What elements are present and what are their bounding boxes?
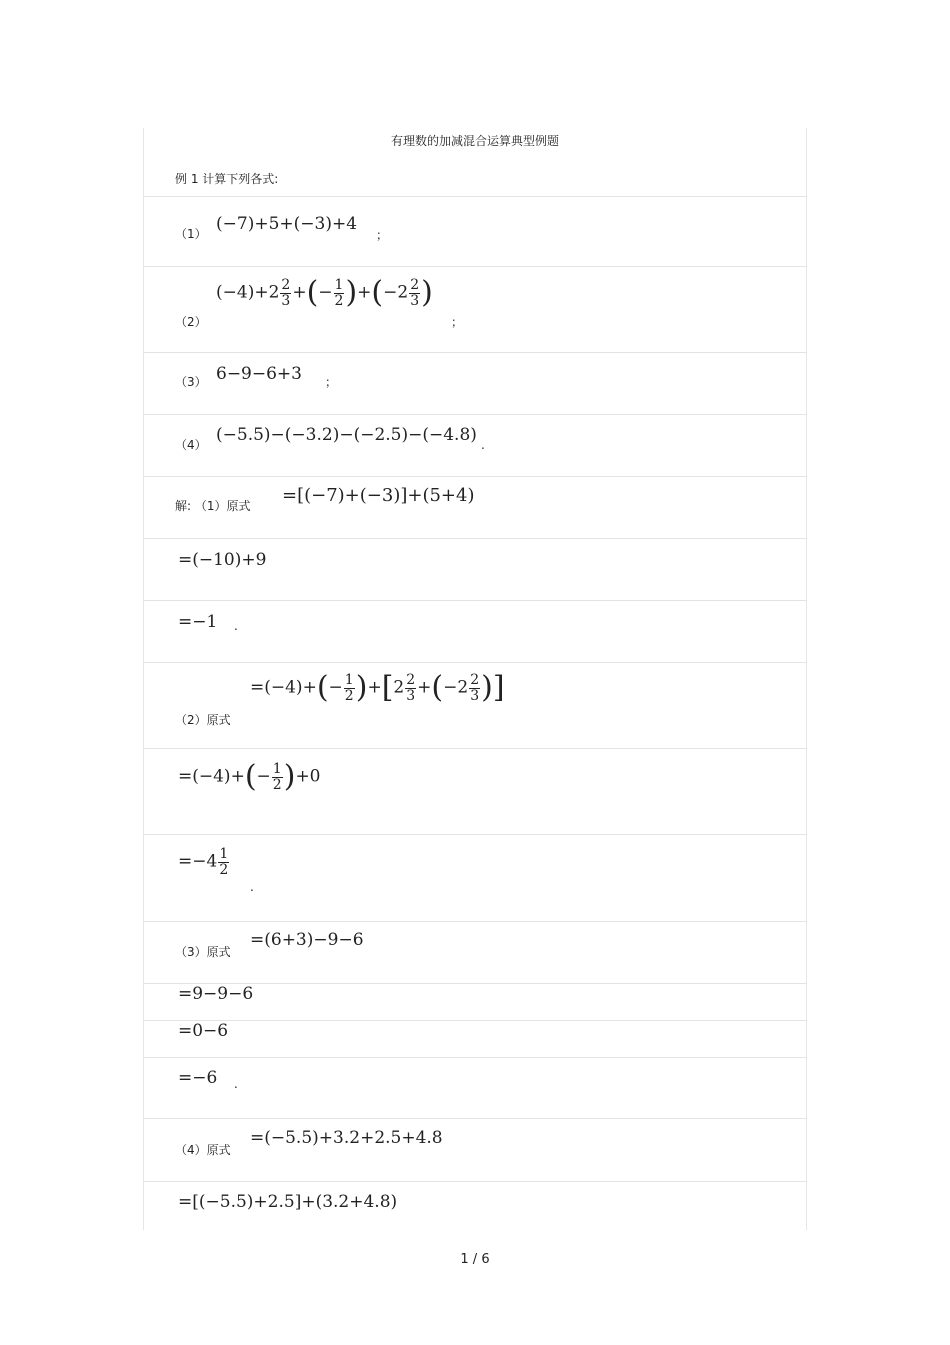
problem-3-label: （3）	[175, 375, 207, 389]
numerator: 2	[281, 277, 291, 293]
row-divider	[143, 1118, 807, 1119]
row-divider	[143, 538, 807, 539]
denominator: 2	[334, 292, 344, 309]
problem-2-punct: ；	[451, 315, 464, 329]
numerator: 2	[410, 277, 420, 293]
paren-open: (	[244, 759, 257, 795]
solution-3-punct: .	[234, 1077, 238, 1091]
solution-1-line-1: =[(−7)+(−3)]+(5+4)	[282, 485, 475, 506]
solution-1-line-3: =−1	[178, 612, 218, 632]
left-border	[143, 128, 144, 1230]
problem-1-expression: (−7)+5+(−3)+4	[216, 214, 358, 234]
paren-close: )	[283, 759, 296, 795]
expr-part: −	[256, 766, 271, 787]
paren-close: )	[421, 275, 433, 311]
numerator: 2	[406, 672, 416, 688]
row-divider	[143, 1057, 807, 1058]
solution-2-label: （2）原式	[175, 713, 231, 727]
problem-1-punct: ；	[376, 228, 389, 242]
expr-part: +	[367, 677, 382, 698]
example-header: 例 1 计算下列各式:	[175, 172, 279, 186]
paren-close: )	[481, 670, 493, 706]
row-divider	[143, 476, 807, 477]
solution-4-line-2: =[(−5.5)+2.5]+(3.2+4.8)	[178, 1192, 398, 1212]
problem-4-label: （4）	[175, 438, 207, 452]
paren-open: (	[306, 275, 319, 311]
denominator: 3	[281, 292, 291, 309]
document-title: 有理数的加减混合运算典型例题	[390, 134, 559, 148]
numerator: 2	[470, 672, 480, 688]
solution-3-line-3: =0−6	[178, 1021, 229, 1041]
solution-1-label: 解: （1）原式	[175, 499, 251, 513]
denominator: 2	[272, 776, 282, 793]
solution-2-line-1	[250, 670, 505, 706]
denominator: 2	[219, 861, 229, 878]
bracket-close: ]	[492, 670, 505, 706]
denominator: 3	[470, 687, 480, 704]
solution-3-line-2: =9−9−6	[178, 984, 254, 1004]
expr-part: =(−4)+	[178, 766, 245, 787]
expr-part: −2	[443, 677, 469, 698]
expr-part: =(−4)+	[250, 677, 317, 698]
problem-1-label: （1）	[175, 227, 207, 241]
numerator: 1	[344, 672, 354, 688]
solution-1-punct: .	[234, 619, 238, 633]
fraction	[280, 278, 291, 308]
expr-part: =−4	[178, 851, 218, 872]
problem-2-expression	[216, 275, 433, 311]
fraction	[272, 762, 283, 792]
numerator: 1	[334, 277, 344, 293]
fraction	[409, 278, 420, 308]
expr-part: 2	[393, 677, 405, 698]
expr-part: (−4)+2	[216, 282, 280, 303]
row-divider	[143, 352, 807, 353]
numerator: 1	[219, 846, 229, 862]
problem-3-expression: 6−9−6+3	[216, 364, 302, 384]
problem-4-punct: .	[481, 438, 485, 452]
expr-part: +	[417, 677, 432, 698]
fraction	[405, 673, 416, 703]
row-divider	[143, 266, 807, 267]
solution-2-line-2	[178, 759, 321, 795]
denominator: 3	[406, 687, 416, 704]
bracket-open: [	[381, 670, 394, 706]
paren-close: )	[355, 670, 368, 706]
row-divider	[143, 414, 807, 415]
row-divider	[143, 196, 807, 197]
expr-part: −2	[383, 282, 409, 303]
denominator: 3	[410, 292, 420, 309]
solution-4-line-1: =(−5.5)+3.2+2.5+4.8	[250, 1128, 443, 1148]
row-divider	[143, 662, 807, 663]
solution-2-punct: .	[250, 880, 254, 894]
expr-part: +	[292, 282, 307, 303]
problem-3-punct: ；	[325, 375, 338, 389]
fraction	[218, 847, 229, 877]
fraction	[344, 673, 355, 703]
solution-3-label: （3）原式	[175, 945, 231, 959]
row-divider	[143, 1181, 807, 1182]
expr-part: +0	[295, 766, 321, 787]
solution-4-label: （4）原式	[175, 1143, 231, 1157]
solution-3-line-4: =−6	[178, 1068, 218, 1088]
paren-open: (	[431, 670, 444, 706]
paren-close: )	[345, 275, 358, 311]
row-divider	[143, 600, 807, 601]
problem-4-expression: (−5.5)−(−3.2)−(−2.5)−(−4.8)	[216, 425, 477, 445]
numerator: 1	[272, 761, 282, 777]
expr-part: +	[357, 282, 372, 303]
fraction	[469, 673, 480, 703]
problem-2-label: （2）	[175, 315, 207, 329]
fraction	[334, 278, 345, 308]
expr-part: −	[328, 677, 343, 698]
row-divider	[143, 834, 807, 835]
row-divider	[143, 1020, 807, 1021]
page-number: 1 / 6	[460, 1252, 490, 1267]
denominator: 2	[344, 687, 354, 704]
solution-1-line-2: =(−10)+9	[178, 550, 267, 570]
right-border	[806, 128, 807, 1230]
row-divider	[143, 748, 807, 749]
solution-2-line-3	[178, 847, 230, 877]
solution-3-line-1: =(6+3)−9−6	[250, 930, 364, 950]
paren-open: (	[316, 670, 329, 706]
paren-open: (	[371, 275, 384, 311]
expr-part: −	[318, 282, 333, 303]
row-divider	[143, 921, 807, 922]
